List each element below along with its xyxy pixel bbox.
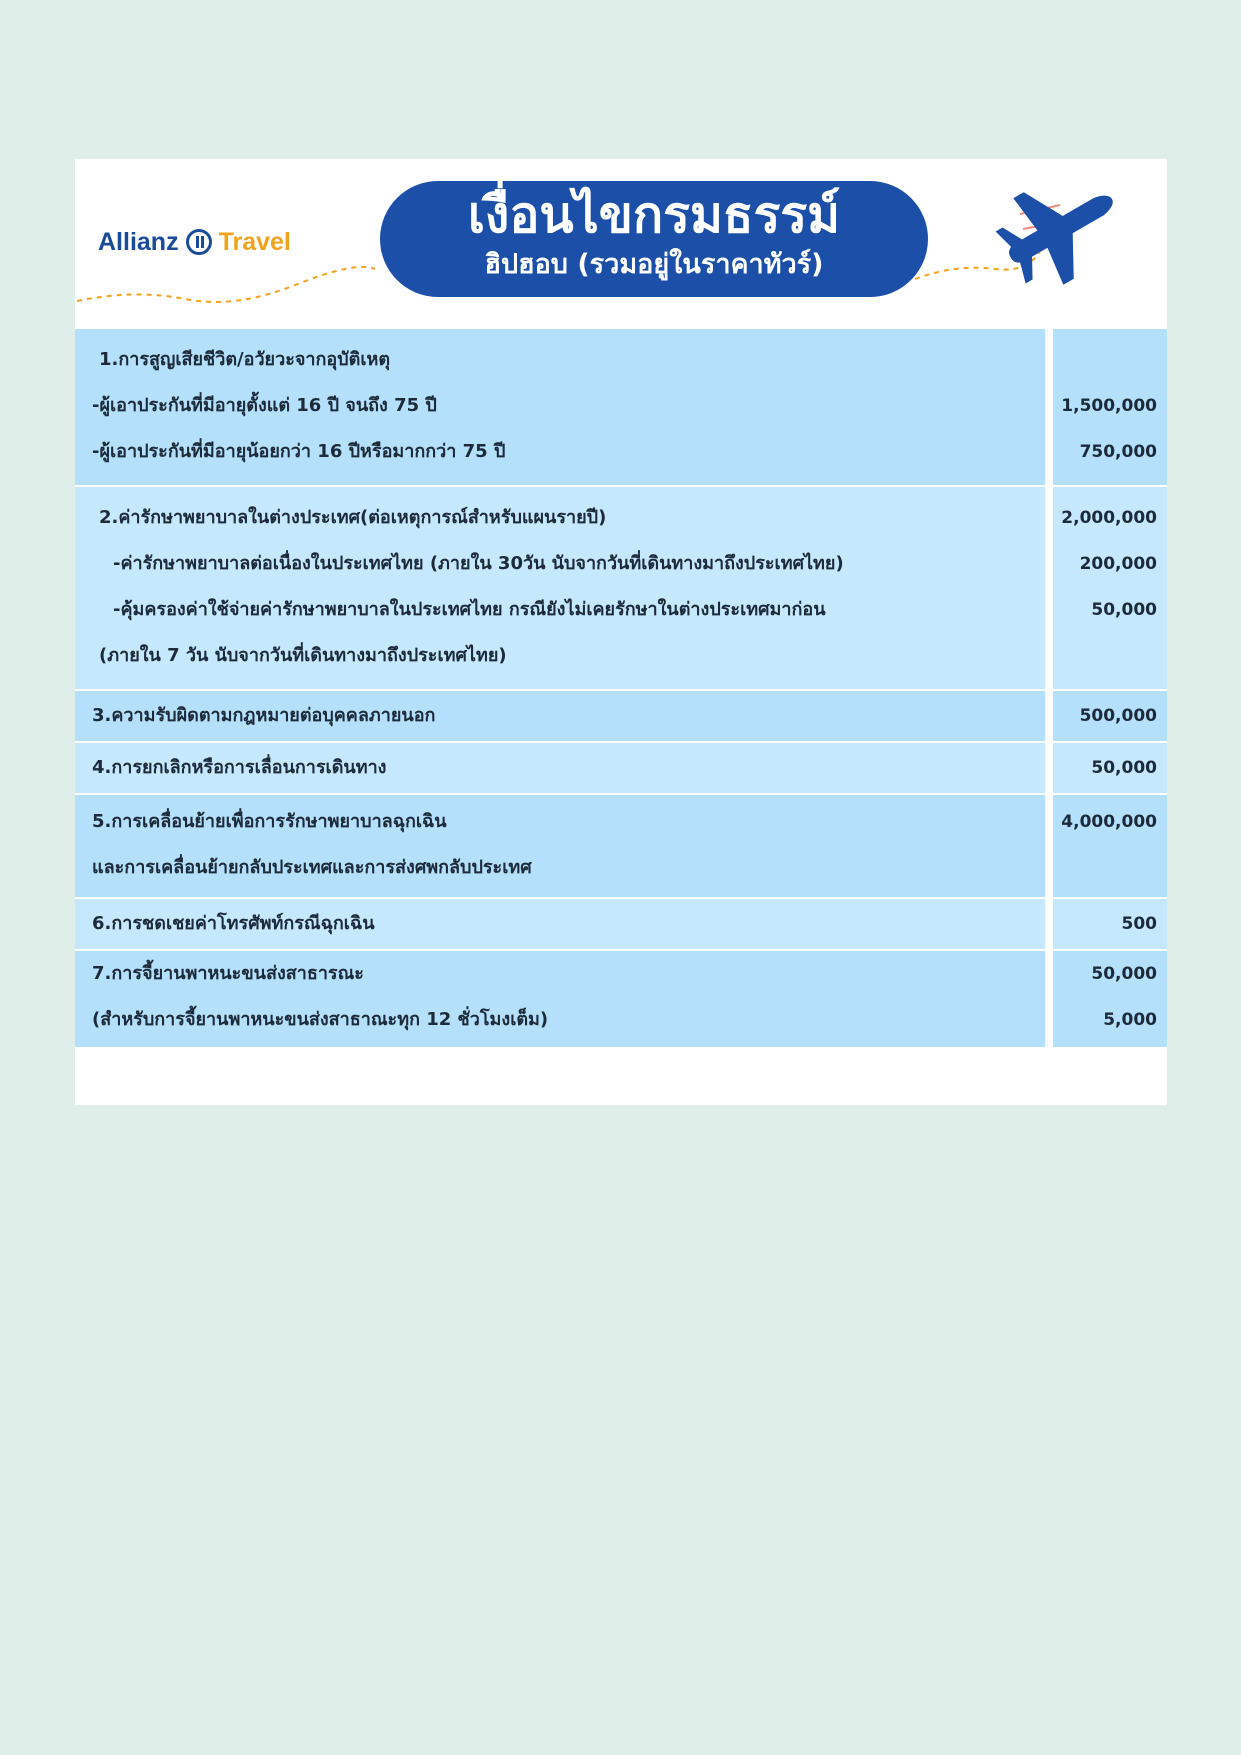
- coverage-amount: 50,000: [1091, 758, 1157, 778]
- coverage-label: -ผู้เอาประกันที่มีอายุน้อยกว่า 16 ปีหรือมากกว่า 75 ปี: [92, 441, 506, 462]
- title-banner: [380, 181, 928, 297]
- coverage-label: -ค่ารักษาพยาบาลต่อเนื่องในประเทศไทย (ภายใน 30วัน นับจากวันที่เดินทางมาถึงประเทศไทย): [113, 553, 844, 574]
- coverage-section: [75, 691, 1167, 741]
- coverage-label: 7.การจี้ยานพาหนะขนส่งสาธารณะ: [92, 963, 364, 984]
- coverage-section: [75, 795, 1167, 897]
- coverage-label: 3.ความรับผิดตามกฎหมายต่อบุคคลภายนอก: [92, 705, 436, 726]
- logo-allianz-text: Allianz: [98, 227, 179, 256]
- coverage-amount: 4,000,000: [1061, 812, 1157, 832]
- coverage-label: 6.การชดเชยค่าโทรศัพท์กรณีฉุกเฉิน: [92, 913, 375, 934]
- allianz-emblem-icon: [186, 229, 212, 255]
- coverage-amount: 1,500,000: [1061, 396, 1157, 416]
- coverage-section: [75, 899, 1167, 949]
- coverage-label: -ผู้เอาประกันที่มีอายุตั้งแต่ 16 ปี จนถึง 75 ปี: [92, 395, 437, 416]
- coverage-label: -คุ้มครองค่าใช้จ่ายค่ารักษาพยาบาลในประเทศไทย กรณียังไม่เคยรักษาในต่างประเทศมาก่อน: [113, 599, 826, 620]
- coverage-label: 5.การเคลื่อนย้ายเพื่อการรักษาพยาบาลฉุกเฉิน: [92, 811, 447, 832]
- coverage-label: 1.การสูญเสียชีวิต/อวัยวะจากอุบัติเหตุ: [99, 349, 391, 370]
- coverage-amount: 500,000: [1079, 706, 1157, 726]
- coverage-amount: 2,000,000: [1061, 508, 1157, 528]
- coverage-amount: 50,000: [1091, 600, 1157, 620]
- page-title: เงื่อนไขกรมธรรม์: [467, 187, 841, 243]
- coverage-section: [75, 951, 1167, 1047]
- page-subtitle: ฮิปฮอบ (รวมอยู่ในราคาทัวร์): [484, 249, 824, 280]
- coverage-label: และการเคลื่อนย้ายกลับประเทศและการส่งศพกลับประเทศ: [92, 857, 532, 878]
- allianz-travel-logo: [98, 222, 291, 262]
- coverage-label: 4.การยกเลิกหรือการเลื่อนการเดินทาง: [92, 757, 387, 778]
- logo-travel-text: Travel: [218, 227, 291, 256]
- coverage-label: (สำหรับการจี้ยานพาหนะขนส่งสาธาณะทุก 12 ชั่วโมงเต็ม): [92, 1009, 549, 1030]
- policy-card: [75, 159, 1167, 1105]
- coverage-amount: 50,000: [1091, 964, 1157, 984]
- coverage-label: (ภายใน 7 วัน นับจากวันที่เดินทางมาถึงประเทศไทย): [99, 645, 507, 666]
- coverage-amount: 500: [1121, 914, 1157, 934]
- coverage-amount: [1053, 337, 1157, 383]
- coverage-amount: 5,000: [1103, 1010, 1157, 1030]
- header: [75, 159, 1167, 329]
- coverage-label: 2.ค่ารักษาพยาบาลในต่างประเทศ(ต่อเหตุการณ์สำหรับแผนรายปี): [99, 507, 607, 528]
- coverage-amount: 200,000: [1079, 554, 1157, 574]
- coverage-table: [75, 329, 1167, 1047]
- coverage-amount: 750,000: [1079, 442, 1157, 462]
- airplane-icon: [995, 169, 1125, 289]
- coverage-amount: [1053, 845, 1157, 891]
- coverage-amount: [1053, 633, 1157, 679]
- coverage-section: [75, 329, 1167, 485]
- coverage-section: [75, 743, 1167, 793]
- coverage-section: [75, 487, 1167, 689]
